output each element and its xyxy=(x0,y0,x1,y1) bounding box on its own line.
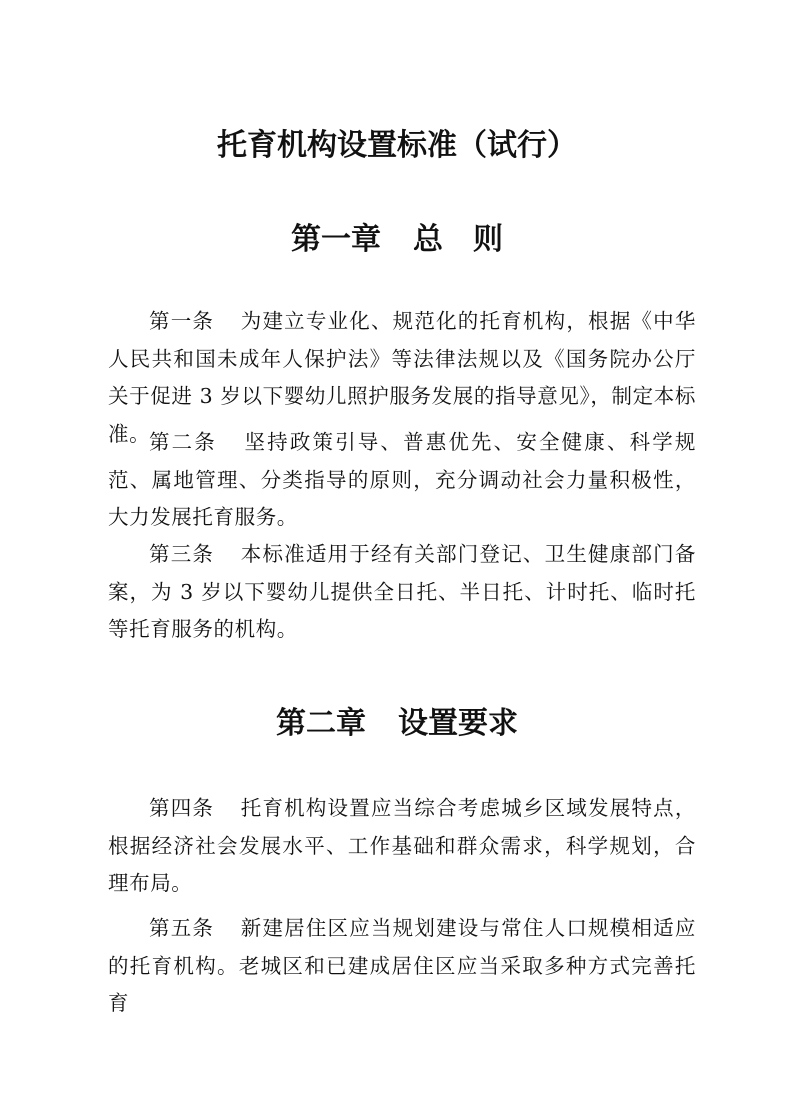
article-text: 新建居住区应当规划建设与常住人口规模相适应的托育机构。老城区和已建成居住区应当采取多种方式完善托育 xyxy=(108,916,696,1015)
article-label: 第一条 xyxy=(149,309,215,333)
article-text: 托育机构设置应当综合考虑城乡区域发展特点，根据经济社会发展水平、工作基础和群众需求，科学规划，合理布局。 xyxy=(108,796,696,895)
chapter-number: 第二章 xyxy=(276,706,366,741)
article-paragraph xyxy=(108,790,696,903)
article-label: 第二条 xyxy=(149,430,217,454)
chapter-heading xyxy=(0,218,794,262)
article-text: 坚持政策引导、普惠优先、安全健康、科学规范、属地管理、分类指导的原则，充分调动社会力量积极性，大力发展托育服务。 xyxy=(108,430,696,529)
chapter-name: 设置要求 xyxy=(398,706,518,741)
article-label: 第四条 xyxy=(149,796,215,820)
article-paragraph xyxy=(108,910,696,1023)
chapter-name: 总 则 xyxy=(413,222,503,257)
article-text: 为建立专业化、规范化的托育机构，根据《中华人民共和国未成年人保护法》等法律法规以及《国务院办公厅关于促进 3 岁以下婴幼儿照护服务发展的指导意见》，制定本标准。 xyxy=(108,309,696,446)
article-label: 第五条 xyxy=(149,916,215,940)
article-paragraph xyxy=(108,424,696,537)
document-title: 托育机构设置标准（试行） xyxy=(217,128,577,163)
chapter-number: 第一章 xyxy=(291,222,381,257)
chapter-heading xyxy=(0,702,794,746)
article-paragraph xyxy=(108,536,696,649)
article-label: 第三条 xyxy=(149,542,215,566)
article-text: 本标准适用于经有关部门登记、卫生健康部门备案，为 3 岁以下婴幼儿提供全日托、半日托、计时托、临时托等托育服务的机构。 xyxy=(108,542,696,641)
